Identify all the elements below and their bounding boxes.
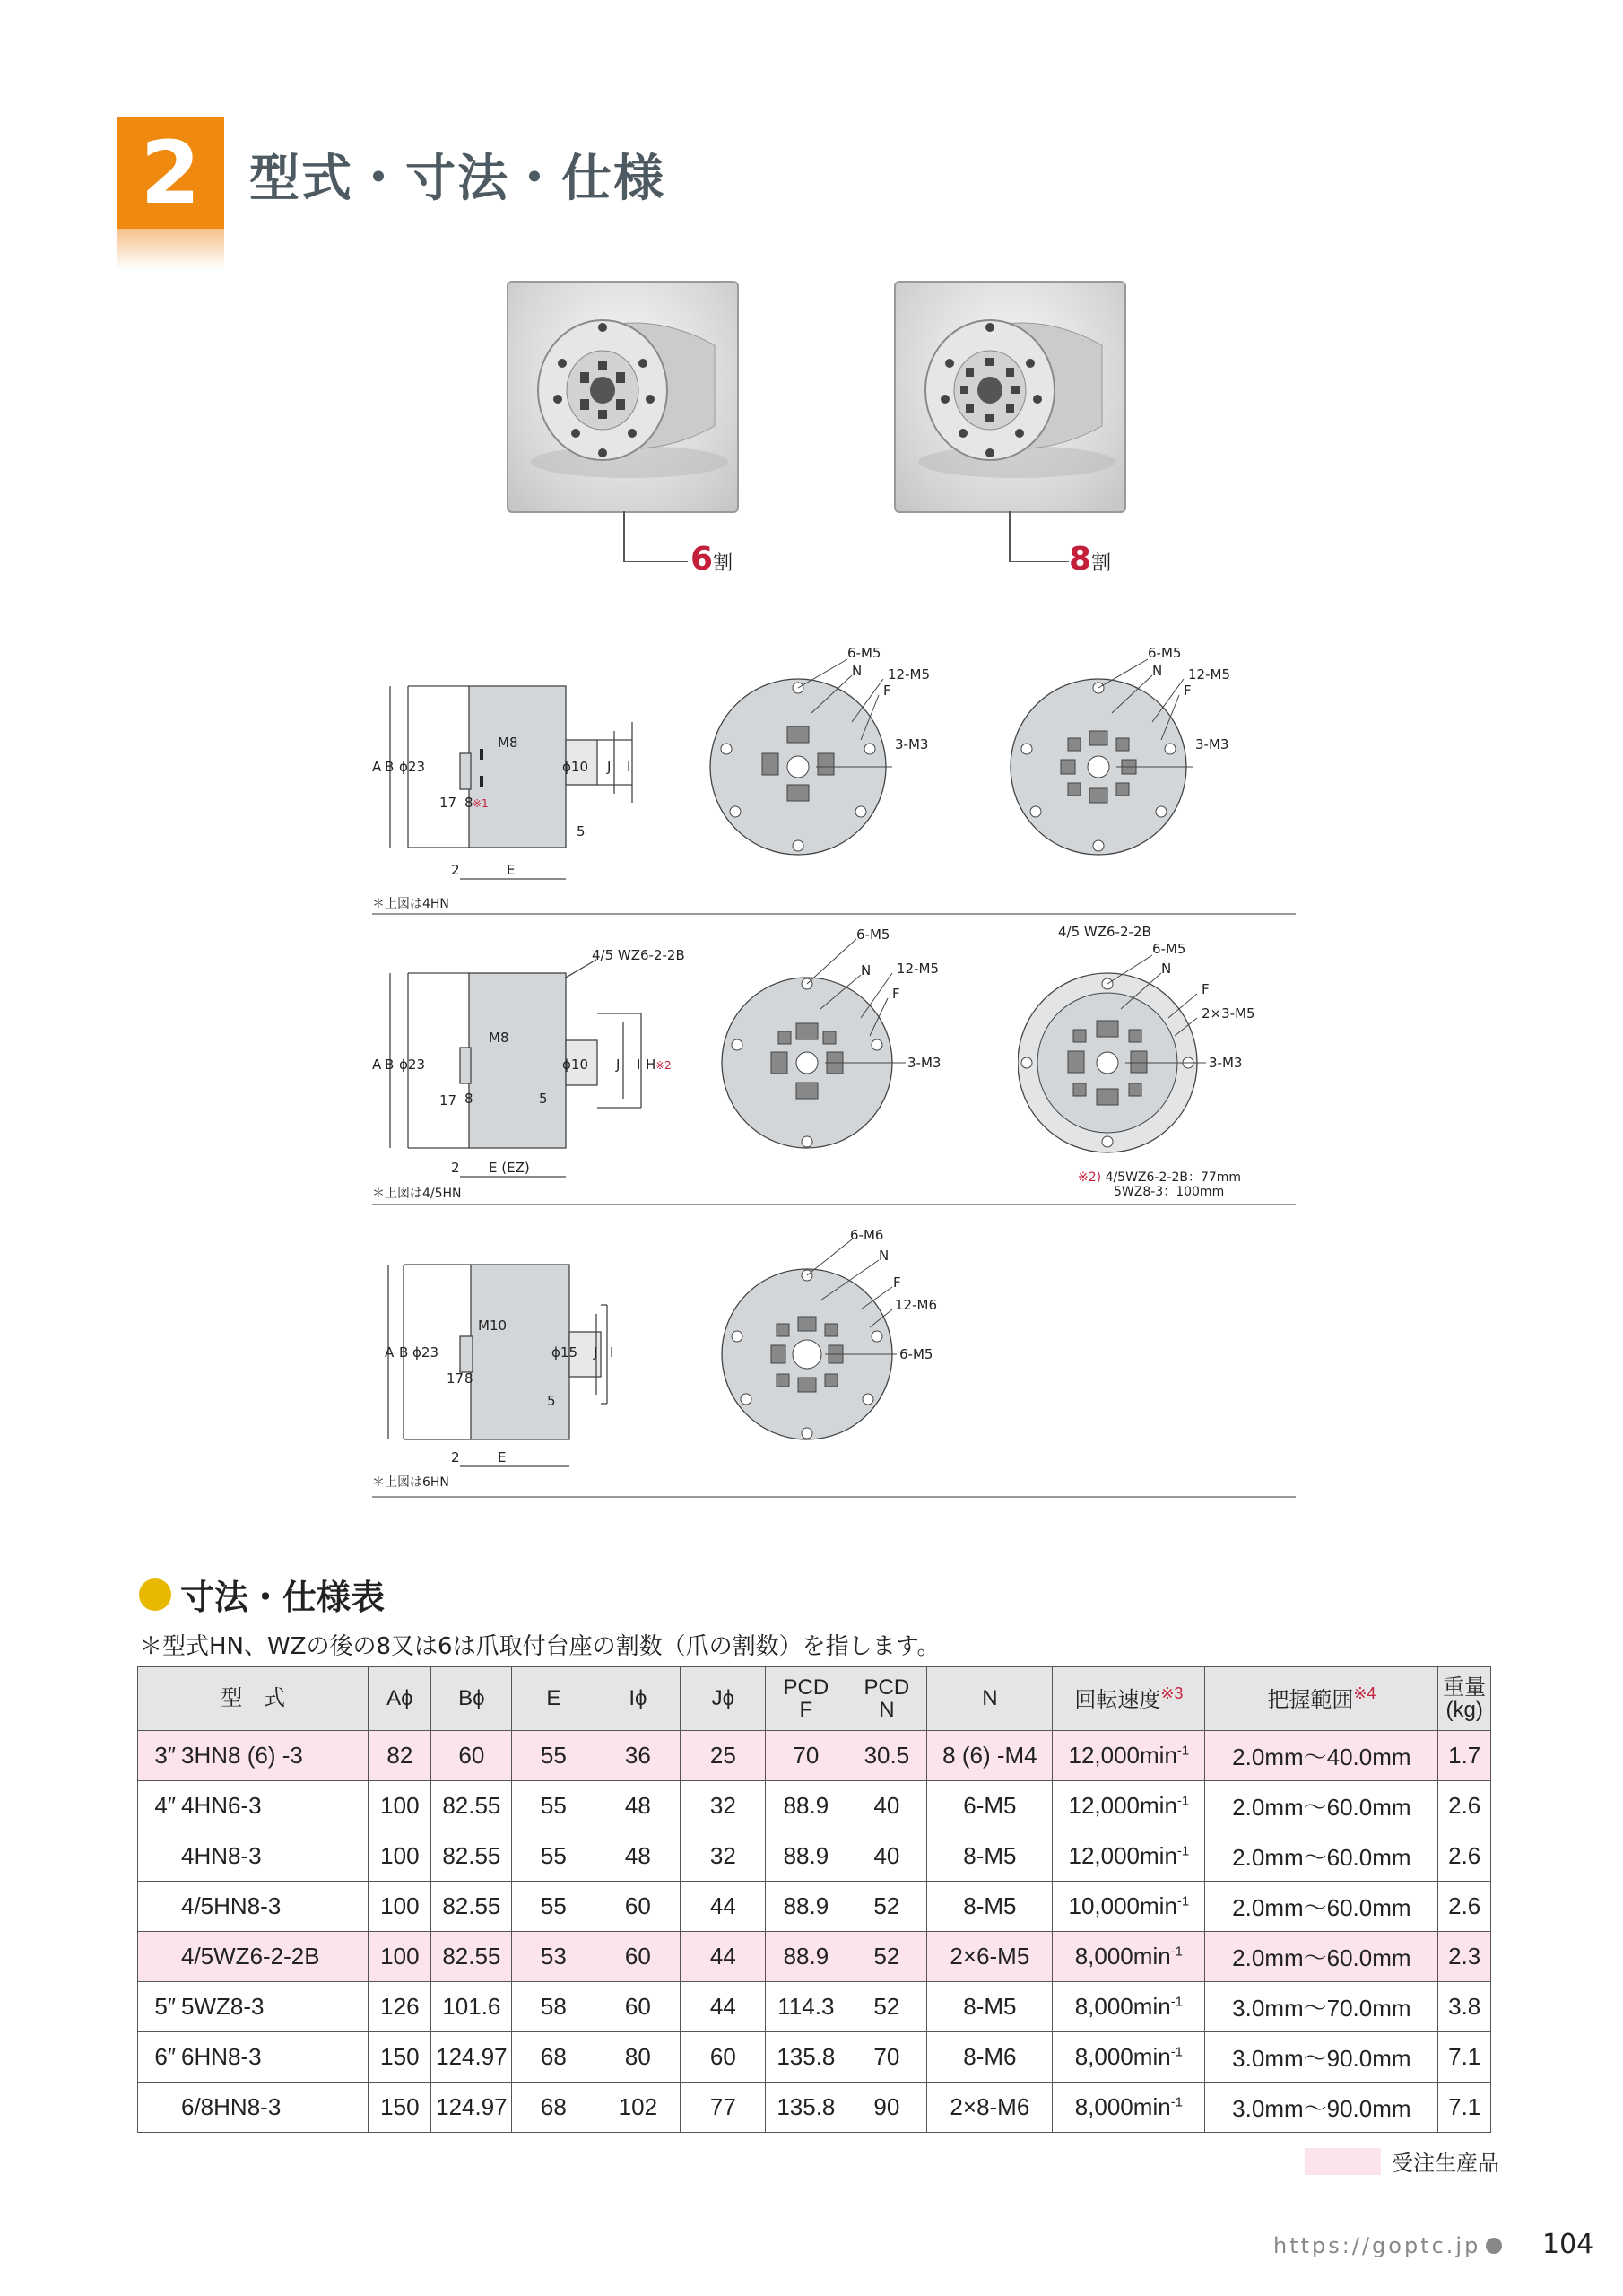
svg-text:4/5 WZ6-2-2B: 4/5 WZ6-2-2B	[1058, 924, 1151, 940]
cell-b: 82.55	[431, 1781, 512, 1831]
cell-weight: 2.6	[1438, 1831, 1491, 1882]
svg-text:8: 8	[464, 1370, 473, 1387]
header-e: E	[512, 1667, 595, 1731]
svg-text:A: A	[385, 1344, 395, 1361]
svg-text:6-M5: 6-M5	[856, 928, 890, 943]
svg-text:2: 2	[451, 1449, 460, 1465]
legend	[1305, 2145, 1499, 2177]
svg-text:12-M5: 12-M5	[888, 666, 930, 683]
cell-j: 44	[681, 1882, 766, 1932]
cell-j: 32	[681, 1831, 766, 1882]
svg-text:N: N	[852, 663, 863, 679]
svg-text:F: F	[1184, 683, 1192, 699]
drawing-footnote-2: ※2) 4/5WZ6-2-2B：77mm 5WZ8-3：100mm	[1078, 1170, 1242, 1200]
svg-text:M8: M8	[489, 1030, 509, 1046]
svg-text:F: F	[883, 683, 891, 699]
cell-i: 60	[595, 1932, 681, 1982]
cell-f: 135.8	[766, 2032, 846, 2083]
svg-text:M8: M8	[498, 735, 518, 751]
svg-text:ϕ15: ϕ15	[551, 1344, 577, 1361]
svg-text:3-M3: 3-M3	[895, 736, 929, 752]
table-row	[138, 1882, 1491, 1932]
header-i: Iϕ	[595, 1667, 681, 1731]
section-number: 2	[140, 122, 201, 223]
cell-f: 88.9	[766, 1882, 846, 1932]
svg-text:17: 17	[439, 1092, 457, 1109]
cell-inch	[138, 1831, 178, 1882]
cell-grip-range: 2.0mm～60.0mm	[1205, 1882, 1438, 1932]
cell-j: 44	[681, 1982, 766, 2032]
svg-text:F: F	[892, 986, 900, 1002]
cell-weight: 7.1	[1438, 2083, 1491, 2133]
header-weight: 重量 (kg)	[1438, 1667, 1491, 1731]
svg-text:N: N	[1152, 663, 1163, 679]
side-view-drawing-45hn	[372, 942, 695, 1193]
cell-inch	[138, 1882, 178, 1932]
photo-caption-8: 8割	[1069, 541, 1112, 578]
cell-b: 124.97	[431, 2083, 512, 2133]
cell-pn: 40	[846, 1831, 927, 1882]
header-n: N	[927, 1667, 1053, 1731]
cell-n: 2×6-M5	[927, 1932, 1053, 1982]
svg-text:B: B	[399, 1344, 409, 1361]
svg-text:3-M3: 3-M3	[1195, 736, 1229, 752]
svg-text:B: B	[385, 759, 395, 775]
svg-text:※2: ※2	[655, 1059, 672, 1072]
svg-text:ϕ23: ϕ23	[399, 1057, 425, 1073]
cell-speed: $10,000\min^{-1}$	[1053, 1882, 1205, 1932]
cell-j: 25	[681, 1731, 766, 1781]
svg-text:E: E	[507, 862, 516, 878]
spec-table-header-row	[138, 1667, 1491, 1731]
svg-text:12-M6: 12-M6	[895, 1297, 937, 1313]
cell-b: 60	[431, 1731, 512, 1781]
header-b: Bϕ	[431, 1667, 512, 1731]
table-row	[138, 2083, 1491, 2133]
spec-table-heading: 寸法・仕様表	[139, 1570, 385, 1619]
section-badge-shadow	[117, 229, 224, 269]
cell-a: 100	[369, 1781, 431, 1831]
drawing-divider-2	[372, 1204, 1296, 1205]
drawing-divider-1	[372, 913, 1296, 915]
cell-grip-range: 2.0mm～60.0mm	[1205, 1831, 1438, 1882]
page-title: 型式・寸法・仕様	[249, 150, 665, 208]
svg-text:F: F	[1202, 981, 1210, 997]
header-pcd-n: PCD N	[846, 1667, 927, 1731]
cell-f: 135.8	[766, 2083, 846, 2133]
svg-text:8: 8	[464, 1091, 473, 1107]
photo-caption-6: 6割	[690, 541, 733, 578]
header-pcd-f: PCD F	[766, 1667, 846, 1731]
cell-i: 102	[595, 2083, 681, 2133]
cell-n: 8-M5	[927, 1882, 1053, 1932]
svg-text:6-M5: 6-M5	[1152, 941, 1186, 957]
cell-model: 5WZ8-3	[178, 1982, 369, 2032]
svg-text:6-M5: 6-M5	[1148, 645, 1182, 661]
cell-n: 8-M6	[927, 2032, 1053, 2083]
svg-text:8: 8	[464, 795, 473, 811]
cell-speed: $8,000\min^{-1}$	[1053, 1932, 1205, 1982]
cell-a: 100	[369, 1932, 431, 1982]
svg-text:B: B	[385, 1057, 395, 1073]
cell-weight: 2.6	[1438, 1882, 1491, 1932]
svg-text:F: F	[893, 1274, 901, 1291]
cell-i: 48	[595, 1781, 681, 1831]
cell-pn: 52	[846, 1982, 927, 2032]
cell-j: 60	[681, 2032, 766, 2083]
cell-e: 55	[512, 1882, 595, 1932]
cell-a: 82	[369, 1731, 431, 1781]
svg-text:2: 2	[451, 1160, 460, 1176]
cell-e: 53	[512, 1932, 595, 1982]
cell-a: 100	[369, 1831, 431, 1882]
table-row	[138, 1831, 1491, 1882]
svg-text:17: 17	[439, 795, 457, 811]
page-number: 104	[1542, 2229, 1594, 2260]
svg-text:J: J	[616, 1057, 621, 1073]
cell-a: 150	[369, 2083, 431, 2133]
svg-text:2: 2	[451, 862, 460, 878]
product-photo-8-jaw	[894, 281, 1126, 513]
cell-model: 6/8HN8-3	[178, 2083, 369, 2133]
legend-label: 受注生産品	[1392, 2151, 1499, 2176]
cell-model: 4HN8-3	[178, 1831, 369, 1882]
svg-text:I: I	[627, 759, 631, 775]
cell-model: 3HN8 (6) -3	[178, 1731, 369, 1781]
cell-weight: 2.6	[1438, 1781, 1491, 1831]
spec-table	[137, 1666, 1491, 2133]
photo-leader-6	[623, 511, 688, 562]
svg-text:N: N	[861, 962, 872, 978]
legend-swatch	[1305, 2148, 1381, 2175]
cell-j: 32	[681, 1781, 766, 1831]
cell-grip-range: 2.0mm～40.0mm	[1205, 1731, 1438, 1781]
svg-text:J: J	[594, 1344, 598, 1361]
cell-grip-range: 3.0mm～70.0mm	[1205, 1982, 1438, 2032]
svg-text:2×3-M5: 2×3-M5	[1202, 1005, 1255, 1022]
cell-pn: 70	[846, 2032, 927, 2083]
svg-text:12-M5: 12-M5	[1188, 666, 1230, 683]
heading-bullet-icon	[139, 1578, 171, 1611]
cell-speed: $8,000\min^{-1}$	[1053, 2032, 1205, 2083]
cell-model: 4HN6-3	[178, 1781, 369, 1831]
side-view-drawing-4hn	[372, 646, 677, 897]
cell-grip-range: 2.0mm～60.0mm	[1205, 1932, 1438, 1982]
cell-e: 68	[512, 2032, 595, 2083]
cell-b: 101.6	[431, 1982, 512, 2032]
cell-model: 6HN8-3	[178, 2032, 369, 2083]
svg-text:N: N	[1161, 961, 1172, 977]
footer-url[interactable]: https://goptc.jp	[1273, 2233, 1502, 2258]
svg-text:3-M3: 3-M3	[907, 1055, 942, 1071]
cell-f: 88.9	[766, 1932, 846, 1982]
cell-speed: $12,000\min^{-1}$	[1053, 1731, 1205, 1781]
front-view-drawing-8-jaw	[1009, 641, 1260, 857]
photo-leader-8	[1009, 511, 1069, 562]
drawing-note-row1: ＊上図は4HN	[372, 897, 449, 911]
cell-weight: 2.3	[1438, 1932, 1491, 1982]
cell-f: 88.9	[766, 1781, 846, 1831]
drawing-divider-3	[372, 1496, 1296, 1498]
cell-n: 2×8-M6	[927, 2083, 1053, 2133]
svg-text:6-M5: 6-M5	[847, 645, 881, 661]
cell-f: 88.9	[766, 1831, 846, 1882]
cell-e: 55	[512, 1731, 595, 1781]
cell-speed: $12,000\min^{-1}$	[1053, 1831, 1205, 1882]
cell-pn: 90	[846, 2083, 927, 2133]
cell-pn: 52	[846, 1882, 927, 1932]
svg-text:※1: ※1	[473, 797, 489, 810]
header-grip-range: 把握範囲$^{※4}$	[1205, 1667, 1438, 1731]
cell-grip-range: 3.0mm～90.0mm	[1205, 2032, 1438, 2083]
cell-weight: 3.8	[1438, 1982, 1491, 2032]
cell-f: 114.3	[766, 1982, 846, 2032]
header-j: Jϕ	[681, 1667, 766, 1731]
cell-i: 60	[595, 1982, 681, 2032]
svg-text:ϕ10: ϕ10	[562, 1057, 588, 1073]
cell-b: 124.97	[431, 2032, 512, 2083]
cell-pn: 52	[846, 1932, 927, 1982]
table-row	[138, 1731, 1491, 1781]
front-view-drawing-6-jaw	[708, 641, 959, 857]
svg-text:4/5 WZ6-2-2B: 4/5 WZ6-2-2B	[592, 947, 685, 963]
cell-a: 150	[369, 2032, 431, 2083]
front-view-drawing-45hn-6	[717, 928, 968, 1161]
header-speed: 回転速度$^{※3}$	[1053, 1667, 1205, 1731]
svg-text:6-M5: 6-M5	[899, 1346, 933, 1362]
cell-e: 55	[512, 1831, 595, 1882]
cell-e: 68	[512, 2083, 595, 2133]
table-row	[138, 1781, 1491, 1831]
product-photo-6-jaw	[507, 281, 739, 513]
cell-pn: 30.5	[846, 1731, 927, 1781]
svg-text:5: 5	[539, 1091, 548, 1107]
svg-text:3-M3: 3-M3	[1209, 1055, 1243, 1071]
cell-n: 6-M5	[927, 1781, 1053, 1831]
cell-inch	[138, 1932, 178, 1982]
cell-a: 126	[369, 1982, 431, 2032]
cell-i: 80	[595, 2032, 681, 2083]
cell-model: 4/5WZ6-2-2B	[178, 1932, 369, 1982]
cell-a: 100	[369, 1882, 431, 1932]
cell-model: 4/5HN8-3	[178, 1882, 369, 1932]
svg-text:6-M6: 6-M6	[850, 1227, 884, 1243]
cell-grip-range: 3.0mm～90.0mm	[1205, 2083, 1438, 2133]
cell-inch	[138, 2083, 178, 2133]
svg-text:I: I	[637, 1057, 641, 1073]
svg-text:N: N	[879, 1248, 890, 1264]
cell-speed: $12,000\min^{-1}$	[1053, 1781, 1205, 1831]
cell-b: 82.55	[431, 1831, 512, 1882]
cell-inch: 3″	[138, 1731, 178, 1781]
table-row	[138, 2032, 1491, 2083]
svg-text:ϕ10: ϕ10	[562, 759, 588, 775]
svg-text:12-M5: 12-M5	[897, 961, 939, 977]
cell-speed: $8,000\min^{-1}$	[1053, 2083, 1205, 2133]
table-row	[138, 1982, 1491, 2032]
svg-text:J: J	[607, 759, 612, 775]
spec-table-intro: ＊型式HN、WZの後の8又は6は爪取付台座の割数（爪の割数）を指します。	[139, 1633, 941, 1660]
section-number-badge	[117, 117, 224, 229]
svg-text:I: I	[610, 1344, 614, 1361]
cell-i: 60	[595, 1882, 681, 1932]
side-view-drawing-6hn	[372, 1251, 677, 1475]
cell-e: 58	[512, 1982, 595, 2032]
cell-grip-range: 2.0mm～60.0mm	[1205, 1781, 1438, 1831]
svg-text:ϕ23: ϕ23	[399, 759, 425, 775]
cell-f: 70	[766, 1731, 846, 1781]
svg-text:M10: M10	[478, 1318, 508, 1334]
cell-n: 8-M5	[927, 1982, 1053, 2032]
front-view-drawing-6hn	[717, 1220, 968, 1453]
cell-j: 77	[681, 2083, 766, 2133]
cell-b: 82.55	[431, 1882, 512, 1932]
cell-i: 48	[595, 1831, 681, 1882]
cell-j: 44	[681, 1932, 766, 1982]
cell-n: 8-M5	[927, 1831, 1053, 1882]
cell-inch: 6″	[138, 2032, 178, 2083]
header-a: Aϕ	[369, 1667, 431, 1731]
cell-i: 36	[595, 1731, 681, 1781]
cell-n: 8 (6) -M4	[927, 1731, 1053, 1781]
svg-text:5: 5	[547, 1393, 556, 1409]
cell-e: 55	[512, 1781, 595, 1831]
cell-inch: 5″	[138, 1982, 178, 2032]
svg-text:5: 5	[577, 823, 586, 839]
footer-dot-icon	[1486, 2238, 1502, 2254]
cell-inch: 4″	[138, 1781, 178, 1831]
cell-b: 82.55	[431, 1932, 512, 1982]
front-view-drawing-45wz	[1018, 924, 1296, 1166]
svg-text:ϕ23: ϕ23	[412, 1344, 438, 1361]
svg-text:H: H	[646, 1057, 656, 1073]
svg-text:A: A	[372, 1057, 382, 1073]
cell-weight: 1.7	[1438, 1731, 1491, 1781]
svg-text:E (EZ): E (EZ)	[489, 1160, 530, 1176]
svg-text:17: 17	[447, 1370, 464, 1387]
drawing-note-row2: ＊上図は4/5HN	[372, 1187, 462, 1201]
svg-text:E: E	[498, 1449, 507, 1465]
svg-text:A: A	[372, 759, 382, 775]
cell-weight: 7.1	[1438, 2032, 1491, 2083]
table-row	[138, 1932, 1491, 1982]
cell-speed: $8,000\min^{-1}$	[1053, 1982, 1205, 2032]
drawing-note-row3: ＊上図は6HN	[372, 1475, 449, 1490]
cell-pn: 40	[846, 1781, 927, 1831]
header-model: 型 式	[138, 1667, 369, 1731]
